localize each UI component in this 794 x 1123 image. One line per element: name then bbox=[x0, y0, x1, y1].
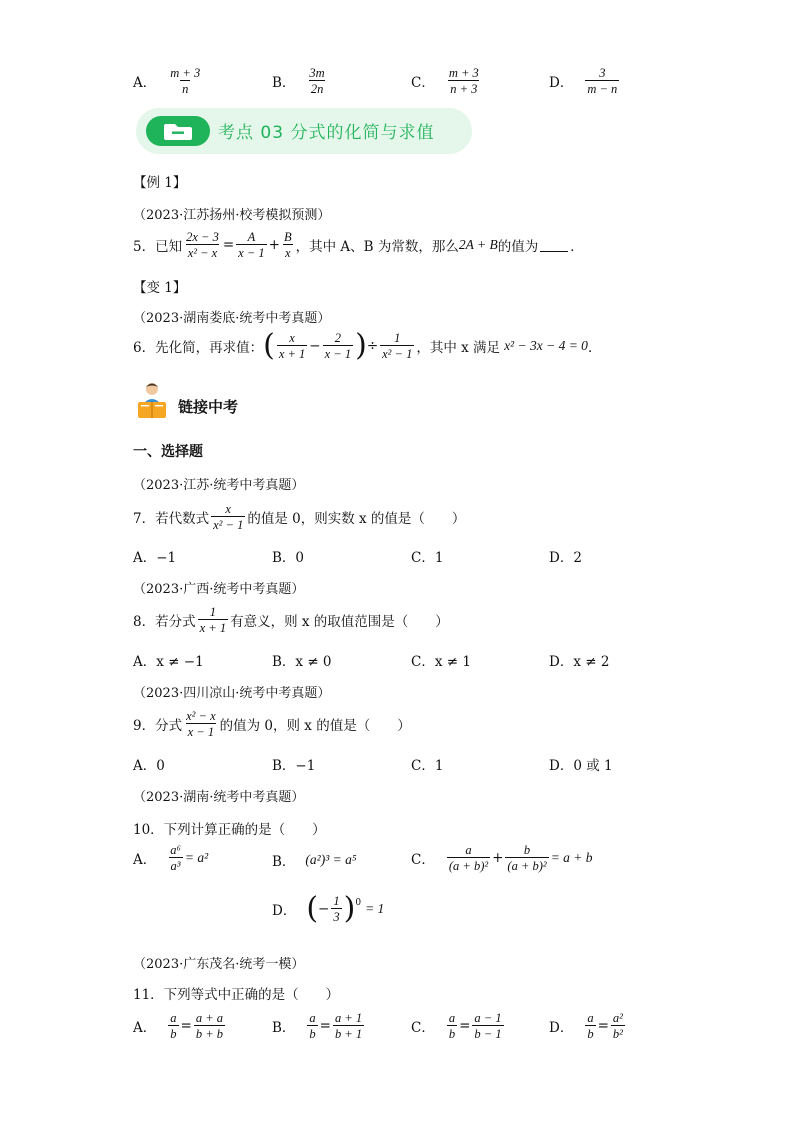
option-b[interactable]: B．x ≠ 0 bbox=[272, 654, 332, 670]
fraction: $\frac{B}{x}$ bbox=[283, 230, 292, 260]
fraction: $\frac{\text{x² − x}}{x - 1}$ bbox=[186, 709, 216, 739]
option-a[interactable]: A．−1 bbox=[133, 550, 177, 566]
question-6: 6．先化简，再求值： ( $\frac{x}{x + 1}$ − $\frac{2}{x - 1}$ ) ÷ $\frac{1}{\text{x² − 1}}$ ，其中 x 满足 x² − 3x − 4 = 0 ． bbox=[133, 328, 602, 363]
fraction: $\frac{b}{\text{(a + b)²}}$ bbox=[507, 843, 547, 873]
fraction: $\frac{m + 3}{n}$ bbox=[170, 66, 201, 96]
fraction: $\frac{1}{\text{x² − 1}}$ bbox=[382, 331, 413, 361]
option-d[interactable]: D．x ≠ 2 bbox=[549, 654, 610, 670]
source-note: （2023·湖南娄底·统考中考真题） bbox=[133, 311, 331, 326]
q4-option-d: D． $\frac{3}{m - n}$ bbox=[549, 66, 618, 96]
fraction: $\frac{\text{a⁶}}{\text{a³}}$ bbox=[170, 843, 181, 873]
fraction: $\frac{a}{b}$ bbox=[448, 1011, 456, 1041]
fraction: $\frac{m + 3}{n + 3}$ bbox=[448, 66, 479, 96]
source-note: （2023·江苏扬州·校考模拟预测） bbox=[133, 208, 331, 223]
question-5: 5．已知 $\frac{2x - 3}{\text{x² − x}}$ = $\frac{A}{x - 1}$ + $\frac{B}{x}$ ，其中 A、B 为常数，那么 2A + B 的值为 ． bbox=[133, 230, 584, 260]
fraction: $\frac{1}{3}$ bbox=[333, 894, 340, 924]
source-note: （2023·广东茂名·统考一模） bbox=[133, 957, 305, 972]
fraction: $\frac{x}{x + 1}$ bbox=[278, 331, 306, 361]
option-d[interactable]: D．2 bbox=[549, 550, 582, 566]
source-note: （2023·四川凉山·统考中考真题） bbox=[133, 686, 331, 701]
option-c[interactable]: C． $\frac{a}{\text{(a + b)²}}$ + $\frac{b}{\text{(a + b)²}}$ = a + b bbox=[411, 843, 593, 873]
variant-tag: 【变 1】 bbox=[133, 280, 187, 296]
option-c[interactable]: C．1 bbox=[411, 550, 444, 566]
q4-option-a: A． $\frac{m + 3}{n}$ bbox=[133, 66, 201, 96]
question-7: 7．若代数式 $\frac{x}{\text{x² − 1}}$ 的值是 0，则实数 x 的值是（ ） bbox=[133, 502, 466, 532]
option-c[interactable]: C． $\frac{a}{b}$ = $\frac{a - 1}{b - 1}$ bbox=[411, 1011, 502, 1041]
question-8: 8．若分式 $\frac{1}{x + 1}$ 有意义，则 x 的取值范围是（ ） bbox=[133, 605, 449, 635]
section-title: 链接中考 bbox=[178, 398, 239, 416]
q4-option-c: C． $\frac{m + 3}{n + 3}$ bbox=[411, 66, 479, 96]
question-9: 9．分式 $\frac{\text{x² − x}}{x - 1}$ 的值为 0，则 x 的值是（ ） bbox=[133, 709, 411, 739]
option-a[interactable]: A． $\frac{a}{b}$ = $\frac{a + a}{b + b}$ bbox=[133, 1011, 223, 1041]
option-c[interactable]: C．1 bbox=[411, 758, 444, 774]
question-11-stem: 11．下列等式中正确的是（ ） bbox=[133, 987, 340, 1003]
source-note: （2023·江苏·统考中考真题） bbox=[133, 478, 305, 493]
option-b[interactable]: B． (a²)³ = a⁵ bbox=[272, 852, 357, 870]
source-note: （2023·湖南·统考中考真题） bbox=[133, 790, 305, 805]
option-b[interactable]: B．0 bbox=[272, 550, 305, 566]
option-b[interactable]: B． $\frac{a}{b}$ = $\frac{a + 1}{b + 1}$ bbox=[272, 1011, 363, 1041]
option-c[interactable]: C．x ≠ 1 bbox=[411, 654, 471, 670]
question-10-stem: 10．下列计算正确的是（ ） bbox=[133, 822, 326, 838]
option-a[interactable]: A． $\frac{\text{a⁶}}{\text{a³}}$ = a² bbox=[133, 843, 209, 873]
fraction: $\frac{2}{x - 1}$ bbox=[324, 331, 352, 361]
option-b[interactable]: B．−1 bbox=[272, 758, 316, 774]
fraction: $\frac{a - 1}{b - 1}$ bbox=[474, 1011, 502, 1041]
option-d[interactable]: D． $\frac{a}{b}$ = $\frac{\text{a²}}{\text{b²}}$ bbox=[549, 1011, 623, 1041]
q4-option-b: B． $\frac{3m}{2n}$ bbox=[272, 66, 325, 96]
fraction: $\frac{2x - 3}{\text{x² − x}}$ bbox=[186, 230, 219, 260]
answer-blank[interactable] bbox=[540, 239, 568, 252]
option-a[interactable]: A．0 bbox=[133, 758, 165, 774]
fraction: $\frac{a}{\text{(a + b)²}}$ bbox=[448, 843, 489, 873]
fraction: $\frac{a + 1}{b + 1}$ bbox=[334, 1011, 363, 1041]
reading-person-icon bbox=[134, 380, 174, 422]
section-heading: 一、选择题 bbox=[133, 444, 203, 460]
option-d[interactable]: D．0 或 1 bbox=[549, 758, 613, 774]
fraction: $\frac{x}{\text{x² − 1}}$ bbox=[213, 502, 244, 532]
fraction: $\frac{3m}{2n}$ bbox=[309, 66, 325, 96]
fraction: $\frac{a}{b}$ bbox=[170, 1011, 177, 1041]
example-tag: 【例 1】 bbox=[133, 175, 187, 191]
source-note: （2023·广西·统考中考真题） bbox=[133, 582, 305, 597]
topic-title: 考点 03 分式的化简与求值 bbox=[218, 123, 435, 143]
fraction: $\frac{a}{b}$ bbox=[587, 1011, 594, 1041]
folder-minus-icon bbox=[146, 116, 210, 146]
option-d[interactable]: D． ( − $\frac{1}{3}$ ) $^0$ = 1 bbox=[272, 891, 385, 926]
fraction: $\frac{3}{m - n}$ bbox=[587, 66, 618, 96]
option-a[interactable]: A．x ≠ −1 bbox=[133, 654, 204, 670]
fraction: $\frac{a}{b}$ bbox=[309, 1011, 316, 1041]
fraction: $\frac{1}{x + 1}$ bbox=[199, 605, 227, 635]
topic-banner bbox=[136, 108, 472, 154]
fraction: $\frac{A}{x - 1}$ bbox=[238, 230, 265, 260]
fraction: $\frac{a + a}{b + b}$ bbox=[195, 1011, 223, 1041]
fraction: $\frac{\text{a²}}{\text{b²}}$ bbox=[612, 1011, 623, 1041]
